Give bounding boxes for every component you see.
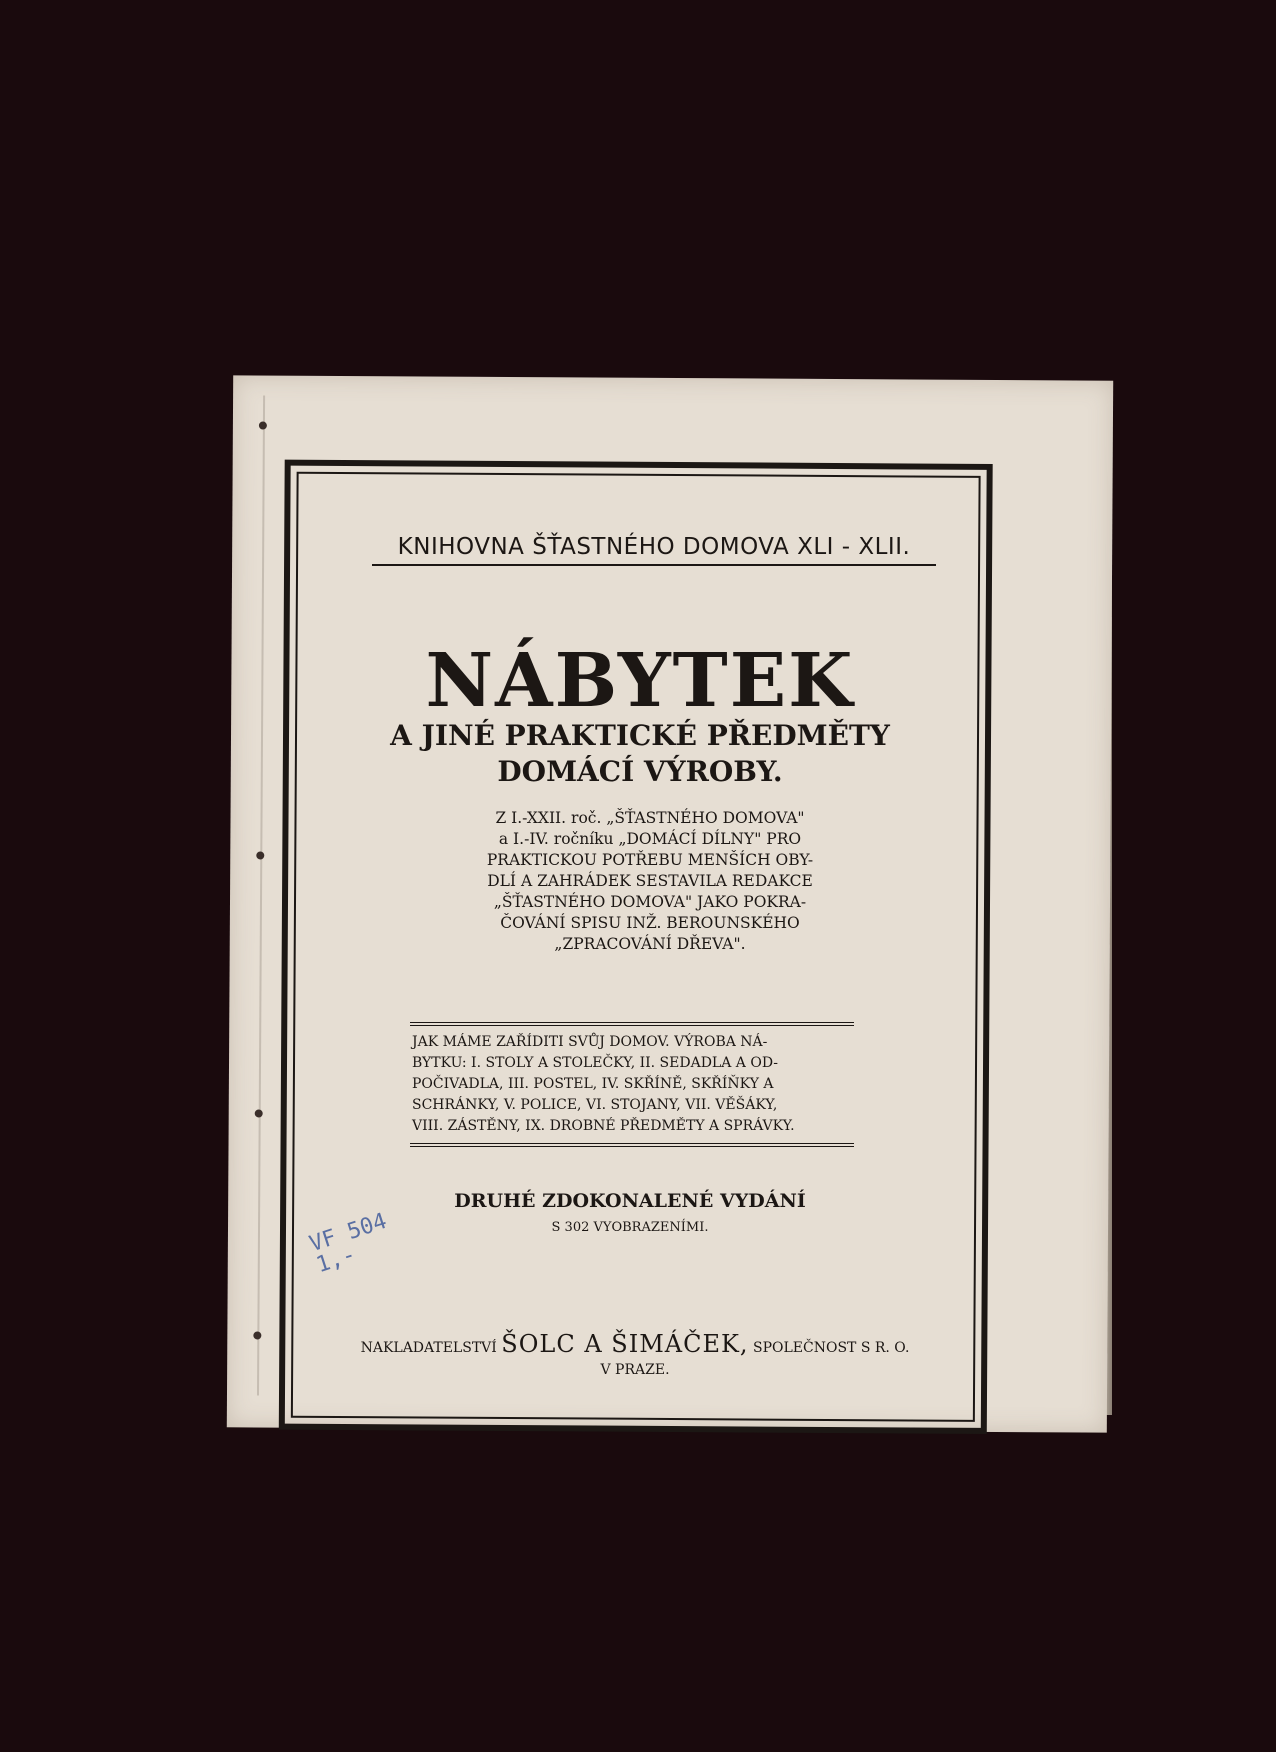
publisher-name: ŠOLC A ŠIMÁČEK,	[501, 1330, 749, 1358]
series-title: KNIHOVNA ŠŤASTNÉHO DOMOVA XLI - XLII.	[372, 534, 936, 566]
subtitle-line: DOMÁCÍ VÝROBY.	[497, 755, 783, 788]
contents-line: VIII. ZÁSTĚNY, IX. DROBNÉ PŘEDMĚTY A SPRÁVKY.	[412, 1118, 795, 1134]
binding-hole	[255, 1109, 263, 1117]
subtitle-line: A JINÉ PRAKTICKÉ PŘEDMĚTY	[390, 719, 890, 752]
illustrations-note: S 302 VYOBRAZENÍMI.	[551, 1220, 709, 1235]
book-title: NÁBYTEK	[425, 638, 855, 724]
contents-list	[412, 1032, 852, 1137]
description-block	[470, 808, 830, 955]
publisher-prefix: NAKLADATELSTVÍ	[360, 1340, 497, 1356]
description-line: Z I.-XXII. roč. „ŠŤASTNÉHO DOMOVA"	[495, 809, 805, 827]
contents-line: SCHRÁNKY, V. POLICE, VI. STOJANY, VII. VĚŠÁKY,	[412, 1097, 778, 1113]
handwritten-note: VF 504 1,-	[306, 1208, 390, 1279]
binding-hole	[256, 851, 264, 859]
description-line: a I.-IV. ročníku „DOMÁCÍ DÍLNY" PRO	[498, 830, 802, 848]
description-line: „ZPRACOVÁNÍ DŘEVA".	[554, 935, 746, 953]
contents-line: JAK MÁME ZAŘÍDITI SVŮJ DOMOV. VÝROBA NÁ-	[412, 1034, 768, 1050]
description-line: DLÍ A ZAHRÁDEK SESTAVILA REDAKCE	[487, 872, 813, 890]
contents-line: POČIVADLA, III. POSTEL, IV. SKŘÍNĚ, SKŘÍŇKY A	[412, 1076, 774, 1092]
description-line: „ŠŤASTNÉHO DOMOVA" JAKO POKRA-	[493, 893, 807, 911]
description-line: PRAKTICKOU POTŘEBU MENŠÍCH OBY-	[486, 851, 814, 869]
binding-stitch	[257, 396, 265, 1396]
binding-hole	[259, 421, 267, 429]
contents-box	[410, 1022, 854, 1147]
publisher-line	[340, 1330, 930, 1358]
contents-line: BYTKU: I. STOLY A STOLEČKY, II. SEDADLA A OD-	[412, 1055, 779, 1071]
publisher-city: V PRAZE.	[600, 1362, 670, 1378]
book-subtitle	[360, 718, 920, 790]
edition-label: DRUHÉ ZDOKONALENÉ VYDÁNÍ	[454, 1190, 806, 1212]
binding-hole	[253, 1331, 261, 1339]
description-line: ČOVÁNÍ SPISU INŽ. BEROUNSKÉHO	[500, 914, 800, 932]
publisher-suffix: SPOLEČNOST S R. O.	[753, 1340, 910, 1356]
